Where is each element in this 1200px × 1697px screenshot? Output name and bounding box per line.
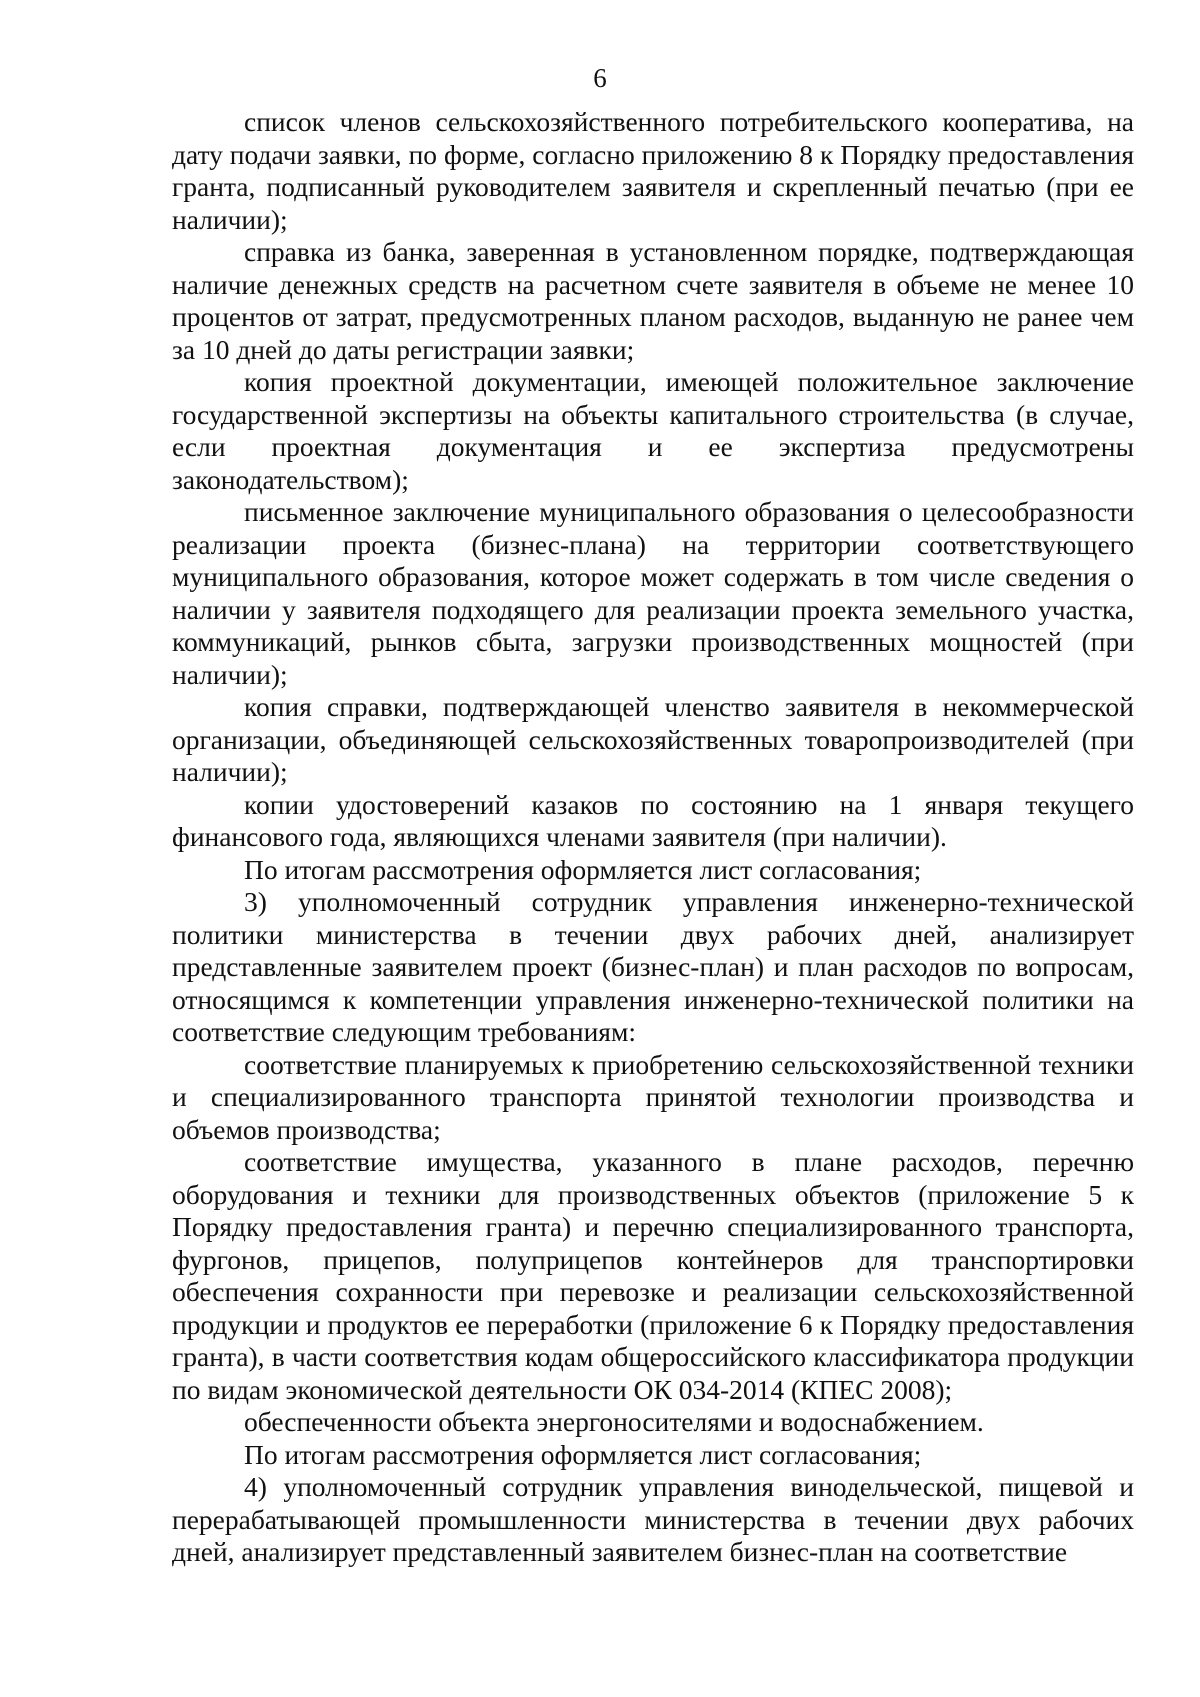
paragraph-project-documentation: копия проектной документации, имеющей положительное заключение государственной экспертизы на объекты капитального строительства (в случае, если проектная документация и ее экспертиза предусмотрены законодательством);: [172, 366, 1134, 495]
paragraph-machinery-compliance: соответствие планируемых к приобретению сельскохозяйственной техники и специализированного транспорта принятой технологии производства и объемов производства;: [172, 1048, 1134, 1145]
paragraph-item-3: 3) уполномоченный сотрудник управления инженерно-технической политики министерства в течении двух рабочих дней, анализирует представленные заявителем проект (бизнес-план) и план расходов по вопросам, относящимся к компетенции управления инженерно-технической политики на соответствие следующим требованиям:: [172, 886, 1134, 1047]
paragraph-property-compliance: соответствие имущества, указанного в плане расходов, перечню оборудования и техники для производственных объектов (приложение 5 к Порядку предоставления гранта) и перечню специализированного транспорта, фургонов, прицепов, полуприцепов контейнеров для транспортировки обеспечения сохранности при перевозке и реализации сельскохозяйственной продукции и продуктов ее переработки (приложение 6 к Порядку предоставления гранта), в части соответствия кодам общероссийского классификатора продукции по видам экономической деятельности ОК 034-2014 (КПЕС 2008);: [172, 1146, 1134, 1405]
document-body: [172, 106, 1134, 1569]
paragraph-cossack-certificates: копии удостоверений казаков по состоянию на 1 января текущего финансового года, являющихся членами заявителя (при наличии).: [172, 788, 1134, 852]
paragraph-membership-certificate: копия справки, подтверждающей членство заявителя в некоммерческой организации, объединяющей сельскохозяйственных товаропроизводителей (при наличии);: [172, 691, 1134, 787]
paragraph-item-4: 4) уполномоченный сотрудник управления винодельческой, пищевой и перерабатывающей промышленности министерства в течении двух рабочих дней, анализирует представленный заявителем бизнес-план на соответствие: [172, 1471, 1134, 1567]
paragraph-approval-sheet-2: По итогам рассмотрения оформляется лист согласования;: [244, 1438, 922, 1470]
page-number: 6: [593, 63, 607, 93]
paragraph-energy-supply: обеспеченности объекта энергоносителями и водоснабжением.: [244, 1406, 984, 1437]
paragraph-members-list: список членов сельскохозяйственного потребительского кооператива, на дату подачи заявки, по форме, согласно приложению 8 к Порядку предоставления гранта, подписанный руководителем заявителя и скрепленный печатью (при ее наличии);: [172, 106, 1134, 235]
paragraph-bank-certificate: справка из банка, заверенная в установленном порядке, подтверждающая наличие денежных средств на расчетном счете заявителя в объеме не менее 10 процентов от затрат, предусмотренных планом расходов, выданную не ранее чем за 10 дней до даты регистрации заявки;: [172, 236, 1134, 365]
paragraph-municipal-conclusion: письменное заключение муниципального образования о целесообразности реализации проекта (бизнес-плана) на территории соответствующего муниципального образования, которое может содержать в том числе сведения о наличии у заявителя подходящего для реализации проекта земельного участка, коммуникаций, рынков сбыта, загрузки производственных мощностей (при наличии);: [172, 496, 1134, 690]
paragraph-approval-sheet-1: По итогам рассмотрения оформляется лист согласования;: [244, 853, 922, 885]
